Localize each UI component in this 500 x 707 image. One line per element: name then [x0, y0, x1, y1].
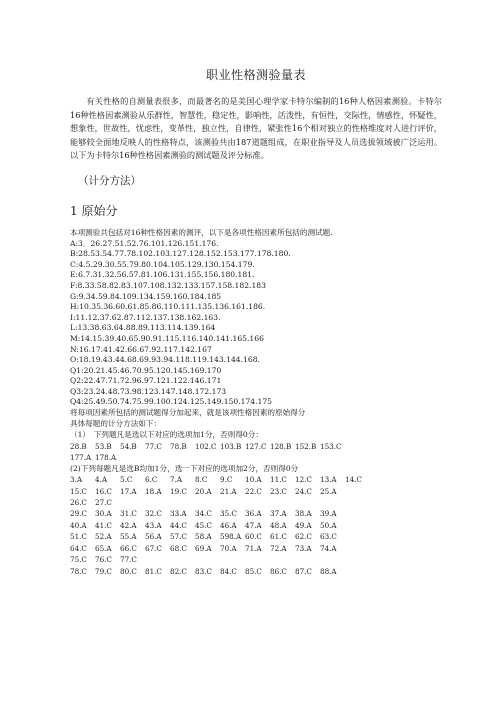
factor-line: Q1:20.21.45.46.70.95.120.145.169.170: [70, 365, 222, 375]
answer-code: 61.C: [270, 532, 287, 542]
answer-code: 86.C: [270, 566, 287, 576]
answer-row: [70, 566, 442, 577]
scoring-1-label: （1） 下列题凡是选以下对应的选项加1分，否则得0分：: [70, 430, 263, 440]
answer-code: 38.A: [295, 509, 312, 519]
answer-code: 26.C: [70, 498, 87, 508]
factor-line: I:11.12.37.62.87.112.137.138.162.163.: [70, 312, 221, 322]
factor-line: B:28.53.54.77.78.102.103.127.128.152.153.177.178.180.: [70, 249, 291, 259]
factor-list: [70, 228, 442, 441]
answer-code: 9.C: [220, 475, 233, 485]
answer-code: 71.A: [245, 543, 262, 553]
text-line: 本项测验共包括对16种性格因素的测评，以下是各项性格因素所包括的测试题.: [70, 227, 333, 237]
answer-code: 22.C: [245, 486, 262, 496]
scoring-2-table: [70, 474, 442, 577]
answer-code: 177.A: [70, 453, 92, 463]
answer-code: 79.C: [95, 566, 112, 576]
answer-code: 34.C: [195, 509, 212, 519]
answer-code: 46.A: [220, 520, 237, 530]
answer-code: 18.A: [145, 486, 162, 496]
answer-code: 63.C: [320, 532, 337, 542]
factor-line: H:10.35.36.60.61.85.86.110.111.135.136.161.186.: [70, 302, 266, 312]
document-title: 职业性格测验量表: [205, 68, 306, 82]
answer-code: 23.C: [270, 486, 287, 496]
answer-code: 51.C: [70, 532, 87, 542]
answer-code: 21.A: [220, 486, 237, 496]
answer-code: 19.C: [170, 486, 187, 496]
answer-code: 75.C: [70, 555, 87, 565]
factor-line: L:13.38.63.64.88.89.113.114.139.164: [70, 323, 216, 333]
answer-code: 11.C: [270, 475, 287, 485]
answer-row: [70, 452, 442, 463]
answer-code: 4.A: [95, 475, 108, 485]
answer-code: 57.C: [170, 532, 187, 542]
answer-code: 25.A: [320, 486, 337, 496]
answer-code: 85.C: [245, 566, 262, 576]
answer-code: 8.C: [195, 475, 208, 485]
factor-line: N:16.17.41.42.66.67.92.117.142.167: [70, 344, 212, 354]
answer-code: 3.A: [70, 475, 83, 485]
factor-line: Q4:25.49.50.74.75.99.100.124.125.149.150.174.175: [70, 397, 273, 407]
answer-code: 58.A: [195, 532, 212, 542]
answer-code: 70.A: [220, 543, 237, 553]
factor-line: M:14.15.39.40.65.90.91.115.116.140.141.165.166: [70, 333, 264, 343]
answer-code: 52.A: [95, 532, 112, 542]
answer-code: 73.A: [295, 543, 312, 553]
answer-code: 68.C: [170, 543, 187, 553]
answer-code: 102.C: [195, 441, 217, 451]
answer-code: 49.A: [295, 520, 312, 530]
answer-code: 88.A: [320, 566, 337, 576]
answer-code: 65.A: [95, 543, 112, 553]
answer-code: 76.C: [95, 555, 112, 565]
answer-code: 153.C: [320, 441, 342, 451]
answer-row: [70, 554, 442, 565]
answer-code: 40.A: [70, 520, 87, 530]
answer-code: 30.A: [95, 509, 112, 519]
answer-code: 20.A: [195, 486, 212, 496]
answer-code: 81.C: [145, 566, 162, 576]
answer-code: 6.C: [145, 475, 158, 485]
factor-line: Q3:23.24.48.73.98.123.147.148.172.173: [70, 386, 227, 396]
answer-code: 33.A: [170, 509, 187, 519]
factor-line: G:9.34.59.84.109.134.159.160.184.185: [70, 291, 222, 301]
factor-line: O:18.19.43.44.68.69.93.94.118.119.143.144.168.: [70, 355, 260, 365]
answer-code: 53.B: [95, 441, 112, 451]
answer-code: 5.C: [120, 475, 133, 485]
answer-code: 28.B: [70, 441, 87, 451]
answer-code: 72.A: [270, 543, 287, 553]
answer-code: 13.A: [320, 475, 337, 485]
answer-code: 84.C: [220, 566, 237, 576]
answer-code: 24.C: [295, 486, 312, 496]
answer-code: 39.A: [320, 509, 337, 519]
answer-code: 69.A: [195, 543, 212, 553]
section-heading: 1 原始分: [70, 203, 118, 218]
answer-code: 47.A: [245, 520, 262, 530]
answer-code: 77.C: [145, 441, 162, 451]
factor-line: F:8.33.58.82.83.107.108.132.133.157.158.182.183: [70, 280, 266, 290]
answer-code: 43.A: [145, 520, 162, 530]
method-heading: （计分方法）: [78, 174, 141, 187]
answer-row: [70, 508, 442, 519]
answer-code: 55.A: [120, 532, 137, 542]
factor-line: C:4.5.29.30.55.79.80.104.105.129.130.154.179.: [70, 259, 255, 269]
answer-row: [70, 531, 442, 542]
answer-row: [70, 441, 442, 452]
scoring-2-label: (2)下列每题凡是选B均加1分，选一下对应的选项加2分，否则得0分: [70, 463, 299, 473]
answer-code: 103.B: [220, 441, 242, 451]
answer-code: 62.C: [295, 532, 312, 542]
answer-code: 14.C: [345, 475, 362, 485]
answer-row: [70, 486, 442, 497]
answer-code: 41.C: [95, 520, 112, 530]
scoring-1-table: [70, 441, 442, 464]
answer-code: 67.C: [145, 543, 162, 553]
answer-code: 83.C: [195, 566, 212, 576]
answer-code: 16.C: [95, 486, 112, 496]
answer-code: 42.A: [120, 520, 137, 530]
answer-code: 60.C: [245, 532, 262, 542]
answer-code: 45.C: [195, 520, 212, 530]
answer-code: 10.A: [245, 475, 262, 485]
answer-code: 12.C: [295, 475, 312, 485]
answer-code: 35.C: [220, 509, 237, 519]
factor-line: E:6.7.31.32.56.57.81.106.131.155.156.180.181.: [70, 270, 255, 280]
answer-row: [70, 474, 442, 485]
text-line: 将每项因素所包括的测试题得分加起来，就是该项性格因素的原始得分: [70, 408, 306, 418]
answer-code: 7.A: [170, 475, 183, 485]
intro-paragraph: 有关性格的自测量表很多，而最著名的是美国心理学家卡特尔编制的16种人格因素测验。卡特尔16种性格因素测验从乐群性，智慧性，稳定性，影响性，活泼性，有恒性，交际性，情感性，怀疑性，想象性，世故性，忧虑性，变革性，独立性，自律性，紧张性16个相对独立的性格维度对人进行评价，能够较全面地反映人的性格特点，该测验共由187道题组成，在职业指导及人员选拔领域被广泛运用。以下为卡特尔16种性格因素测验的测试题及评分标准。: [70, 96, 442, 161]
answer-row: [70, 520, 442, 531]
answer-code: 29.C: [70, 509, 87, 519]
answer-code: 78.C: [70, 566, 87, 576]
answer-code: 15.C: [70, 486, 87, 496]
answer-code: 37.A: [270, 509, 287, 519]
answer-code: 77.C: [120, 555, 137, 565]
answer-code: 127.C: [245, 441, 267, 451]
factor-line: A:3．26.27.51.52.76.101.126.151.176.: [70, 238, 219, 248]
answer-code: 44.C: [170, 520, 187, 530]
answer-code: 82.C: [170, 566, 187, 576]
answer-code: 178.A: [95, 453, 117, 463]
answer-code: 78.B: [170, 441, 187, 451]
factor-line: Q2:22.47.71.72.96.97.121.122.146.171: [70, 376, 222, 386]
answer-code: 56.A: [145, 532, 162, 542]
answer-code: 50.A: [320, 520, 337, 530]
answer-code: 54.B: [120, 441, 137, 451]
answer-code: 17.A: [120, 486, 137, 496]
answer-code: 80.C: [120, 566, 137, 576]
answer-row: [70, 543, 442, 554]
answer-code: 87.C: [295, 566, 312, 576]
answer-code: 36.A: [245, 509, 262, 519]
answer-row: [70, 497, 442, 508]
answer-code: 27.C: [95, 498, 112, 508]
answer-code: 48.A: [270, 520, 287, 530]
answer-code: 598.A: [220, 532, 242, 542]
answer-code: 152.B: [295, 441, 317, 451]
answer-code: 64.C: [70, 543, 87, 553]
text-line: 具体每题的计分方法如下：: [70, 418, 162, 428]
answer-code: 32.C: [145, 509, 162, 519]
answer-code: 66.C: [120, 543, 137, 553]
answer-code: 31.C: [120, 509, 137, 519]
answer-code: 128.B: [270, 441, 292, 451]
answer-code: 74.A: [320, 543, 337, 553]
